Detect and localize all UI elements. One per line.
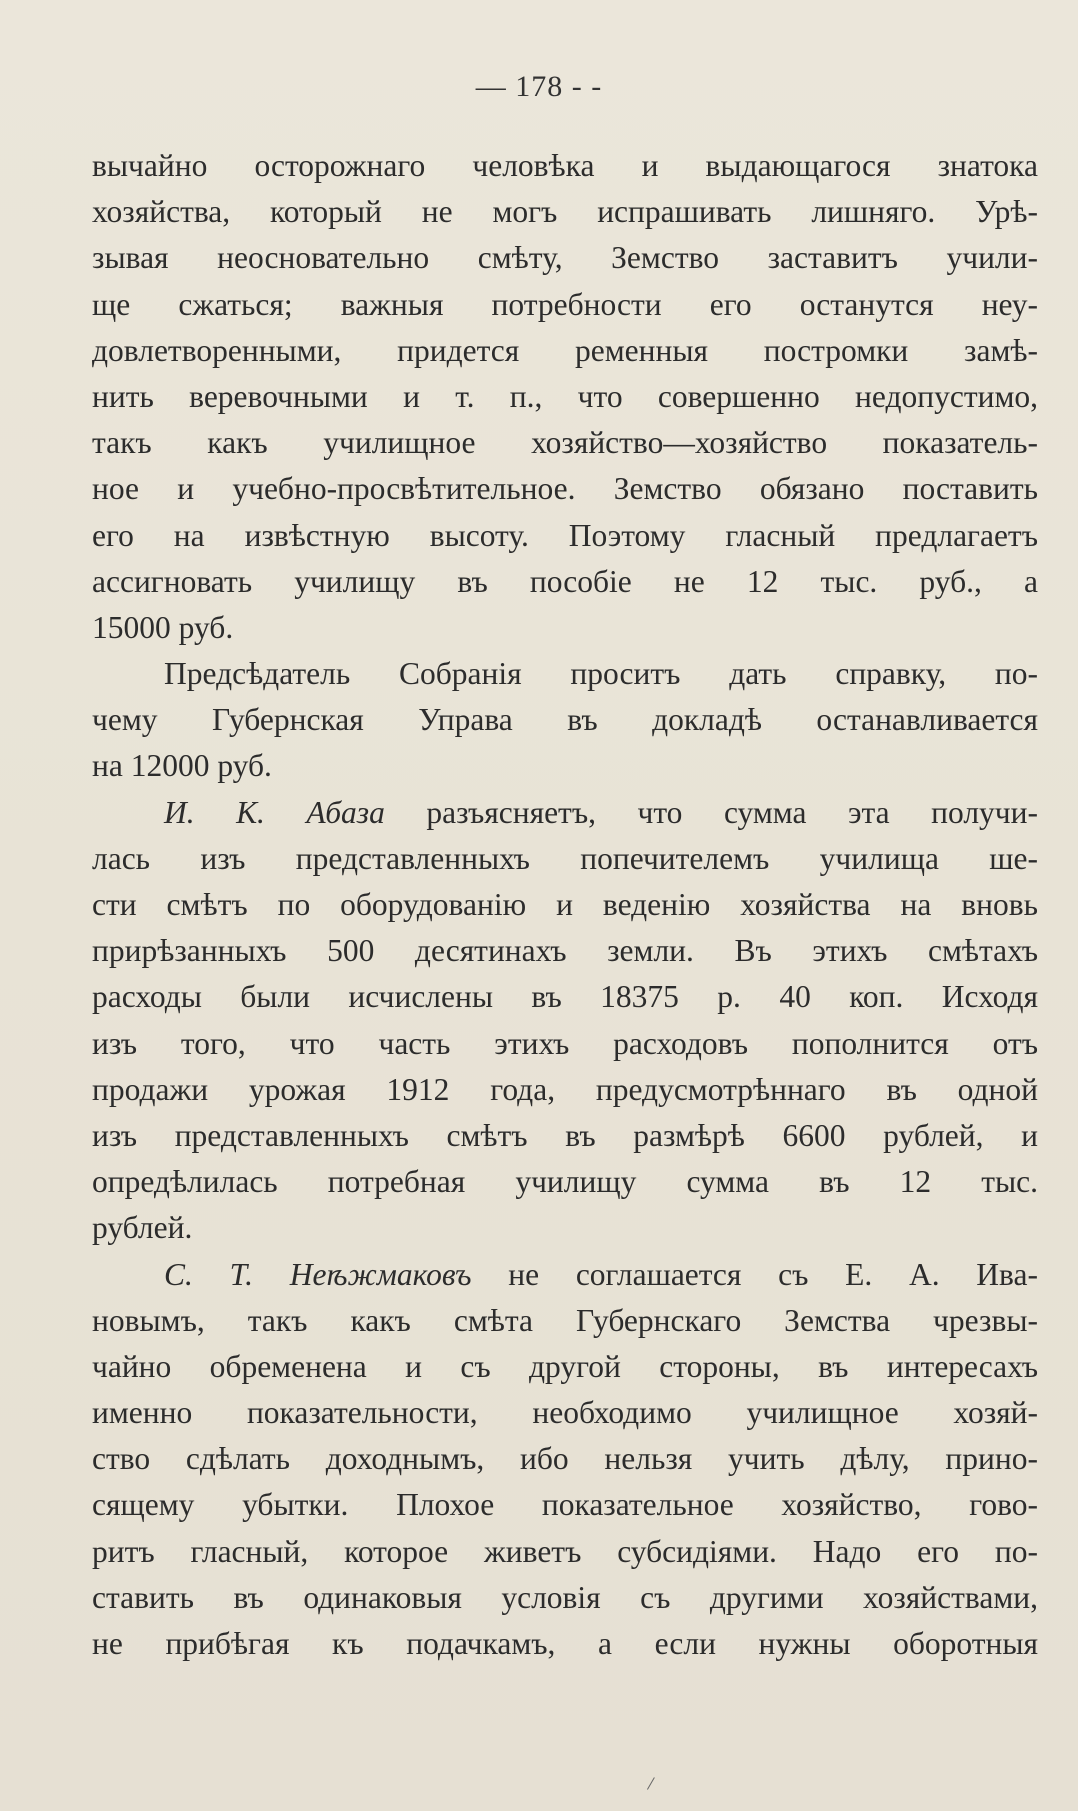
speaker-name: И. К. Абаза <box>164 794 385 830</box>
speaker-name: С. Т. Неѣжмаковъ <box>164 1256 472 1292</box>
text-line: прирѣзанныхъ 500 десятинахъ земли. Въ этихъ смѣтахъ <box>92 933 1038 969</box>
text-line: хозяйства, который не могъ испрашивать лишняго. Урѣ- <box>92 194 1038 230</box>
text-segment: не соглашается съ Е. А. Ива- <box>471 1256 1038 1292</box>
text-line: сти смѣтъ по оборудованію и веденію хозяйства на вновь <box>92 887 1038 922</box>
text-line: чему Губернская Управа въ докладѣ останавливается <box>92 702 1038 738</box>
text-line: продажи урожая 1912 года, предусмотрѣннаго въ одной <box>92 1071 1038 1107</box>
text-line: изъ представленныхъ смѣтъ въ размѣрѣ 6600 рублей, и <box>92 1117 1038 1153</box>
text-line: чайно обременена и съ другой стороны, въ интересахъ <box>92 1348 1038 1384</box>
text-line: не прибѣгая къ подачкамъ, а если нужны оборотныя <box>92 1626 1038 1661</box>
text-segment: разъясняетъ, что сумма эта получи- <box>384 794 1038 830</box>
text-line: его на извѣстную высоту. Поэтому гласный предлагаетъ <box>92 517 1038 553</box>
text-line: такъ какъ училищное хозяйство—хозяйство показатель- <box>92 425 1038 461</box>
text-line: зывая неосновательно смѣту, Земство заставитъ учили- <box>92 240 1038 276</box>
text-line: новымъ, такъ какъ смѣта Губернскаго Земства чрезвы- <box>92 1302 1038 1338</box>
text-line: на 12000 руб. <box>92 748 272 784</box>
text-line: расходы были исчислены въ 18375 р. 40 коп. Исходя <box>92 979 1038 1015</box>
text-line: довлетворенными, придется ременныя постромки замѣ- <box>92 332 1038 368</box>
text-line: ассигновать училищу въ пособіе не 12 тыс. руб., а <box>92 563 1038 599</box>
print-mark <box>647 1777 660 1793</box>
text-line: изъ того, что часть этихъ расходовъ пополнится отъ <box>92 1025 1038 1061</box>
text-line: ное и учебно-просвѣтительное. Земство обязано поставить <box>92 471 1038 507</box>
text-line: лась изъ представленныхъ попечителемъ училища ше- <box>92 840 1038 876</box>
text-line: 15000 руб. <box>92 609 234 645</box>
text-line: ставить въ одинаковыя условія съ другими хозяйствами, <box>92 1579 1038 1615</box>
text-line: ще сжаться; важныя потребности его останутся неу- <box>92 286 1038 322</box>
text-line: вычайно осторожнаго человѣка и выдающагося знатока <box>92 148 1038 183</box>
text-line: Предсѣдатель Собранія проситъ дать справку, по- <box>164 656 1038 692</box>
text-line: сящему убытки. Плохое показательное хозяйство, гово- <box>92 1487 1038 1523</box>
text-line: нить веревочными и т. п., что совершенно недопустимо, <box>92 378 1038 414</box>
text-line: опредѣлилась потребная училищу сумма въ 12 тыс. <box>92 1164 1038 1200</box>
body-text <box>92 143 1038 1667</box>
text-line <box>92 1252 1038 1298</box>
text-line <box>92 790 1038 836</box>
text-line: ство сдѣлать доходнымъ, ибо нельзя учить дѣлу, прино- <box>92 1441 1038 1477</box>
page-number: — 178 - - <box>475 70 603 103</box>
text-line: именно показательности, необходимо училищное хозяй- <box>92 1395 1038 1431</box>
text-line: рублей. <box>92 1210 193 1246</box>
text-line: ритъ гласный, которое живетъ субсидіями. Надо его по- <box>92 1533 1038 1569</box>
